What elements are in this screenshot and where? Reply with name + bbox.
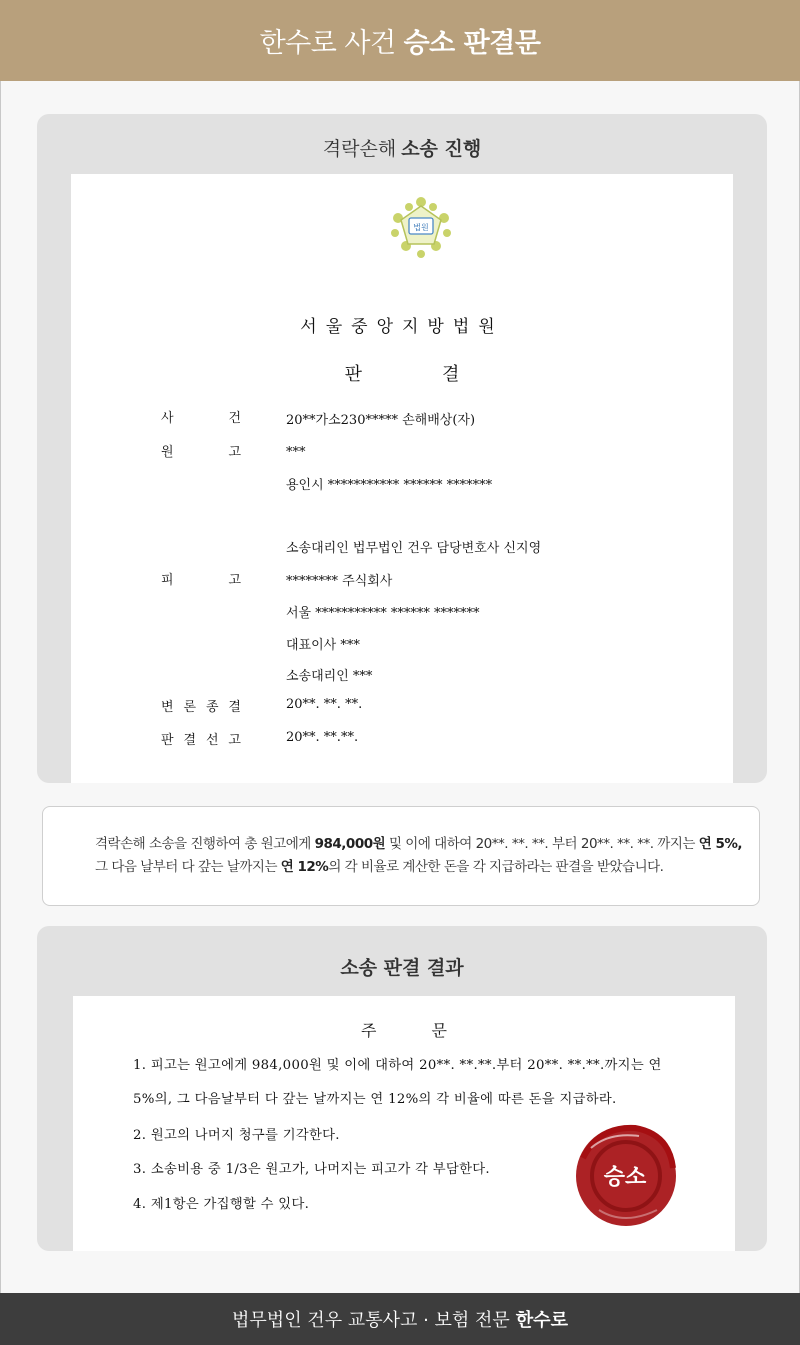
judgment-document	[71, 174, 733, 783]
order-item: 2. 원고의 나머지 청구를 기각한다.	[133, 1128, 340, 1143]
emblem-text: 법원	[413, 223, 429, 232]
row-label: 사 건	[161, 411, 241, 426]
row-label: 원 고	[161, 445, 241, 460]
court-emblem-icon	[389, 196, 453, 260]
win-seal-icon	[569, 1118, 681, 1230]
page-footer	[0, 1293, 800, 1345]
panel-title-bold: 소송 진행	[401, 138, 482, 160]
seal-text: 승소	[603, 1165, 647, 1190]
header-title-bold: 승소 판결문	[403, 28, 541, 59]
panel-title	[37, 134, 767, 161]
footer-brand: 한수로	[515, 1310, 568, 1331]
order-item: 5%의, 그 다음날부터 다 갚는 날까지는 연 12%의 각 비율에 따른 돈을 지급하라.	[133, 1092, 617, 1107]
case-number: 20**가소230***** 손해배상(자)	[286, 413, 476, 428]
judgment-result-panel	[37, 926, 767, 1251]
judgment-summary	[42, 806, 760, 906]
plaintiff-address: 용인시 *********** ****** *******	[286, 478, 493, 493]
defendant-name: ******** 주식회사	[286, 574, 393, 589]
document-title: 판결	[344, 364, 540, 385]
row-label: 변 론 종 결	[161, 700, 241, 715]
row-label: 피 고	[161, 573, 241, 588]
defendant-address: 서울 *********** ****** *******	[286, 606, 480, 621]
header-title: 한수로 사건	[259, 28, 396, 59]
plaintiff-name: ***	[286, 445, 306, 460]
panel-title-prefix: 격락손해	[322, 138, 397, 160]
plaintiff-counsel: 소송대리인 법무법인 건우 담당변호사 신지영	[286, 541, 542, 556]
defendant-ceo: 대표이사 ***	[286, 638, 360, 653]
order-document	[73, 996, 735, 1251]
frame-left-border	[0, 81, 1, 1293]
order-item: 4. 제1항은 가집행할 수 있다.	[133, 1197, 310, 1212]
lawsuit-progress-panel	[37, 114, 767, 783]
court-name: 서울중앙지방법원	[300, 317, 504, 337]
order-item: 1. 피고는 원고에게 984,000원 및 이에 대하여 20**. **.**.부터 20**. **.**.까지는 연	[133, 1058, 662, 1073]
summary-line-1: 격락손해 소송을 진행하여 총 원고에게 984,000원 및 이에 대하여 20**. **. **. 부터 20**. **. **. 까지는 연 5%,	[95, 836, 743, 852]
order-item: 3. 소송비용 중 1/3은 원고가, 나머지는 피고가 각 부담한다.	[133, 1162, 490, 1177]
hearing-end-date: 20**. **. **.	[286, 697, 363, 712]
summary-line-2: 그 다음 날부터 다 갚는 날까지는 연 12%의 각 비율로 계산한 돈을 각 지급하라는 판결을 받았습니다.	[95, 859, 664, 875]
page-header	[0, 0, 800, 81]
panel-title: 소송 판결 결과	[340, 957, 464, 979]
order-heading: 주 문	[361, 1021, 447, 1040]
defendant-counsel: 소송대리인 ***	[286, 669, 373, 684]
judgment-date: 20**. **.**.	[286, 730, 359, 745]
row-label: 판 결 선 고	[161, 733, 241, 748]
footer-text: 법무법인 건우 교통사고 · 보험 전문	[232, 1310, 510, 1331]
